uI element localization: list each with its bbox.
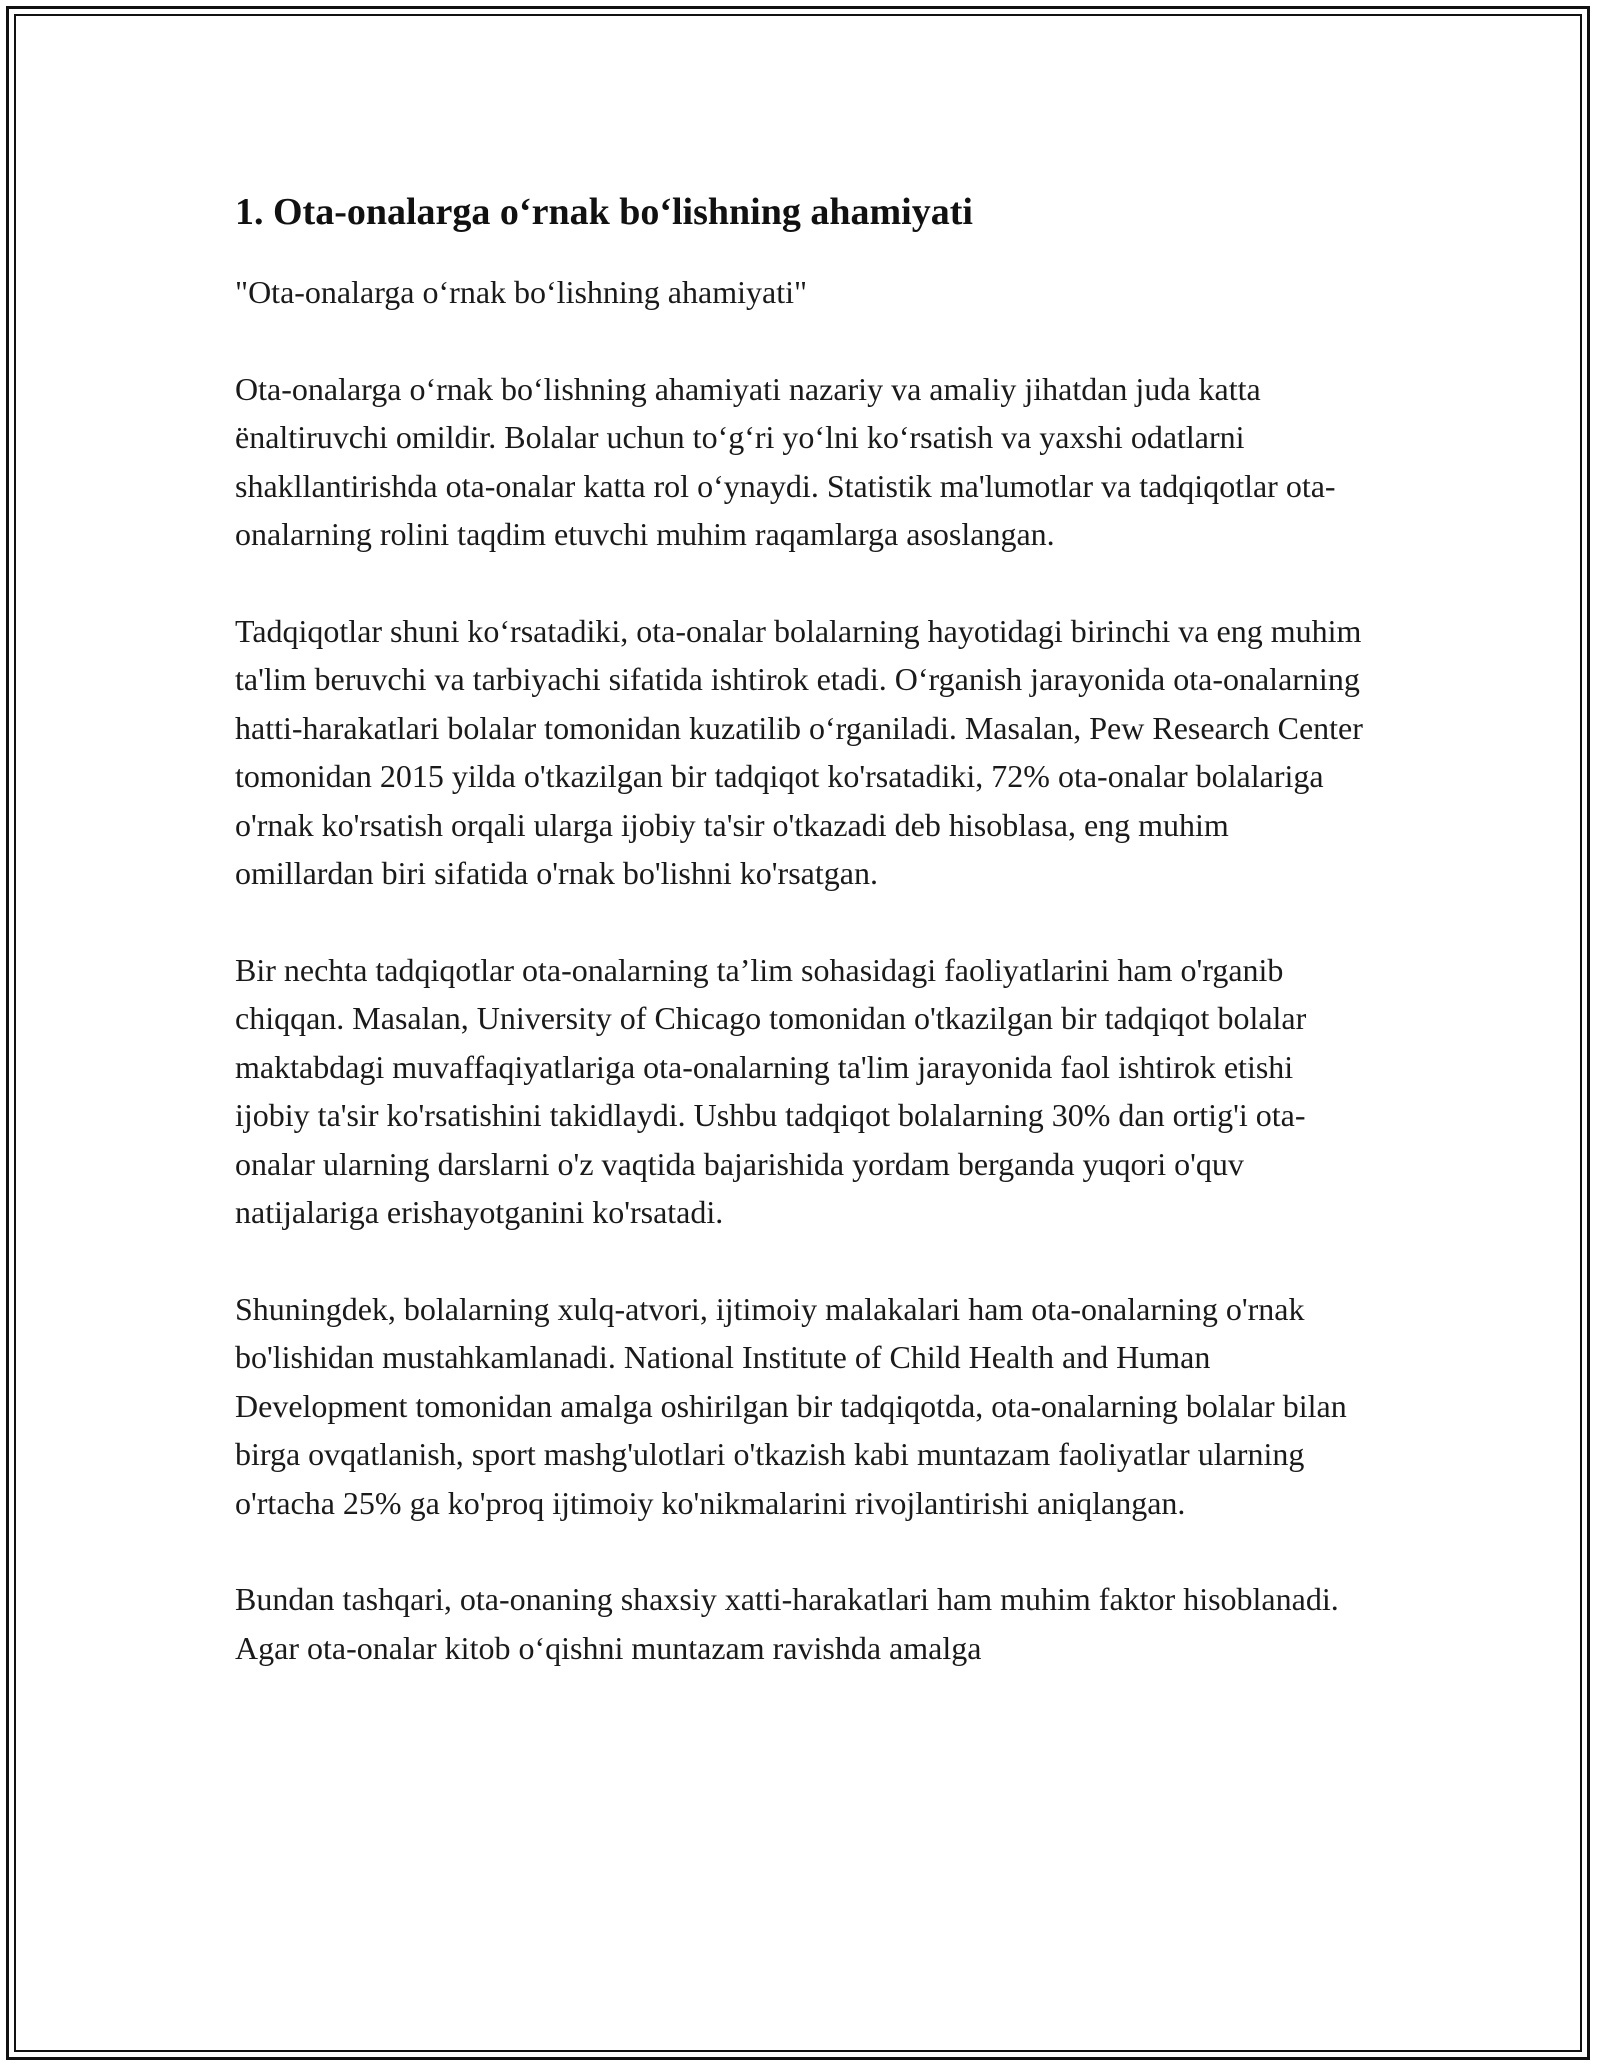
paragraph-4: Shuningdek, bolalarning xulq-atvori, ijtimoiy malakalari ham ota-onalarning o'rnak bo'lishidan mustahkamlanadi. National Institute of Child Health and Human Development tomonidan amalga oshirilgan bir tadqiqotda, ota-onalarning bolalar bilan birga ovqatlanish, sport mashg'ulotlari o'tkazish kabi muntazam faoliyatlar ularning o'rtacha 25% ga ko'proq ijtimoiy ko'nikmalarini rivojlantirishi aniqlangan.: [235, 1290, 1347, 1521]
paragraph-3: Bir nechta tadqiqotlar ota-onalarning ta’lim sohasidagi faoliyatlarini ham o'rganib chiqqan. Masalan, University of Chicago tomonidan o'tkazilgan bir tadqiqot bolalar maktabdagi muvaffaqiyatlariga ota-onalarning ta'lim jarayonida faol ishtirok etishi ijobiy ta'sir ko'rsatishini takidlaydi. Ushbu tadqiqot bolalarning 30% dan ortig'i ota-onalar ularning darslarni o'z vaqtida bajarishida yordam berganda yuqori o'quv natijalariga erishayotganini ko'rsatadi.: [235, 951, 1307, 1230]
paragraph-2: Tadqiqotlar shuni ko‘rsatadiki, ota-onalar bolalarning hayotidagi birinchi va eng muhim ta'lim beruvchi va tarbiyachi sifatida ishtirok etadi. O‘rganish jarayonida ota-onalarning hatti-harakatlari bolalar tomonidan kuzatilib o‘rganiladi. Masalan, Pew Research Center tomonidan 2015 yilda o'tkazilgan bir tadqiqot ko'rsatadiki, 72% ota-onalar bolalariga o'rnak ko'rsatish orqali ularga ijobiy ta'sir o'tkazadi deb hisoblasa, eng muhim omillardan biri sifatida o'rnak bo'lishni ko'rsatgan.: [235, 612, 1363, 891]
document-body: [235, 182, 1365, 1720]
paragraph-5: Bundan tashqari, ota-onaning shaxsiy xatti-harakatlari ham muhim faktor hisoblanadi. Agar ota-onalar kitob o‘qishni muntazam ravishda amalga: [235, 1581, 1339, 1666]
paragraph-1: Ota-onalarga o‘rnak bo‘lishning ahamiyati nazariy va amaliy jihatdan juda katta ënaltiruvchi omildir. Bolalar uchun to‘g‘ri yo‘lni ko‘rsatish va yaxshi odatlarni shakllantirishda ota-onalar katta rol o‘ynaydi. Statistik ma'lumotlar va tadqiqotlar ota-onalarning rolini taqdim etuvchi muhim raqamlarga asoslangan.: [235, 370, 1336, 552]
section-subtitle: "Ota-onalarga o‘rnak bo‘lishning ahamiyati": [235, 274, 808, 310]
section-heading: 1. Ota-onalarga o‘rnak bo‘lishning ahamiyati: [235, 191, 973, 233]
